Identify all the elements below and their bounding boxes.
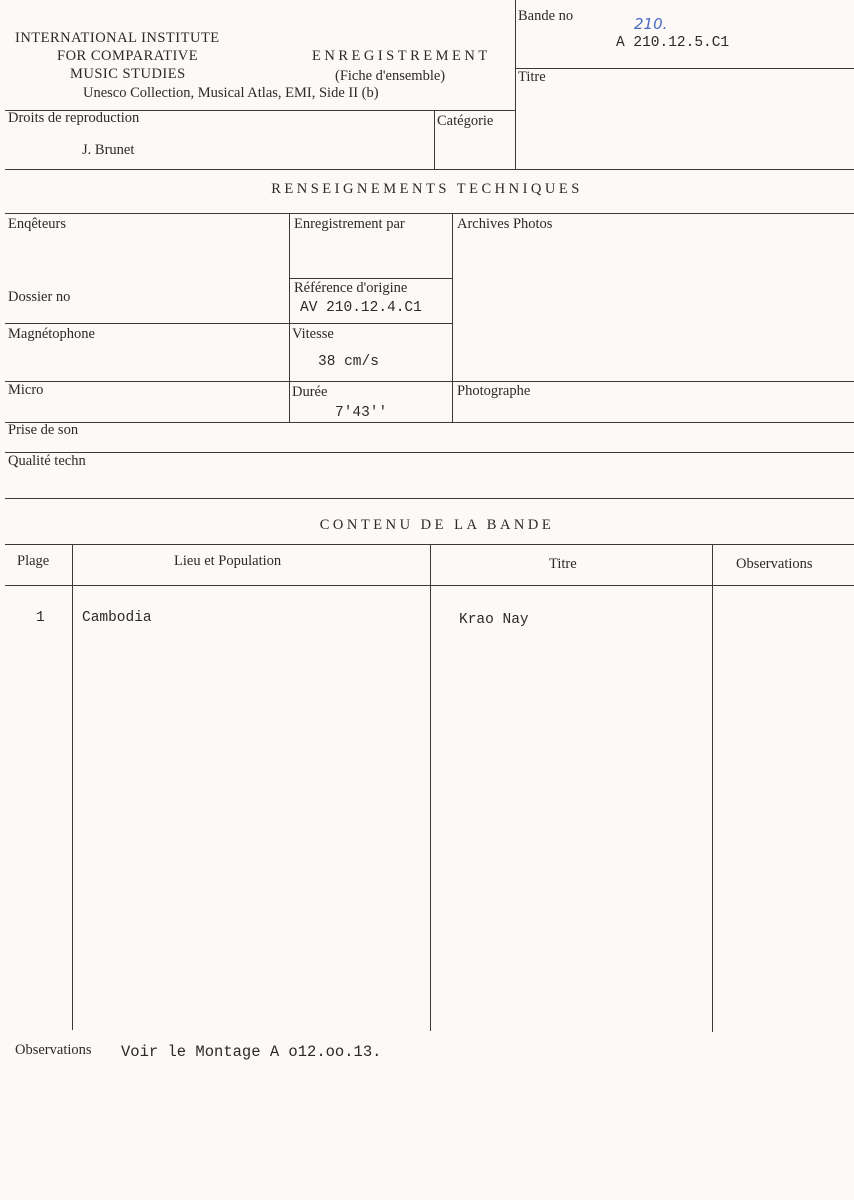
micro-label: Micro: [8, 382, 44, 398]
vitesse-value: 38 cm/s: [318, 354, 379, 370]
column-header-lieu: Lieu et Population: [174, 553, 282, 569]
form-title: ENREGISTREMENT: [312, 48, 491, 64]
row-titre: Krao Nay: [459, 612, 529, 628]
divider: [5, 323, 452, 324]
prise-de-son-label: Prise de son: [8, 422, 79, 438]
divider: [452, 213, 453, 422]
technical-section-title: RENSEIGNEMENTS TECHNIQUES: [271, 181, 583, 197]
archives-photos-label: Archives Photos: [457, 216, 553, 232]
column-header-plage: Plage: [17, 553, 50, 569]
reference-label: Référence d'origine: [294, 280, 408, 296]
divider: [289, 213, 290, 422]
column-header-titre: Titre: [549, 556, 577, 572]
bande-value: A 210.12.5.C1: [616, 35, 730, 51]
divider: [712, 544, 713, 1032]
institute-line-2: FOR COMPARATIVE: [57, 48, 199, 64]
observations-label: Observations: [15, 1042, 92, 1058]
divider: [5, 169, 854, 170]
enqueteurs-label: Enqêteurs: [8, 216, 66, 232]
reference-value: AV 210.12.4.C1: [300, 300, 422, 316]
duree-value: 7'43'': [335, 405, 388, 421]
divider: [72, 544, 73, 1030]
vitesse-label: Vitesse: [292, 326, 334, 342]
titre-label: Titre: [518, 69, 546, 85]
droits-label: Droits de reproduction: [8, 110, 140, 126]
column-header-observations: Observations: [736, 556, 813, 572]
divider: [430, 544, 431, 1031]
row-lieu: Cambodia: [82, 610, 152, 626]
institute-line-1: INTERNATIONAL INSTITUTE: [15, 30, 220, 46]
form-subtitle: (Fiche d'ensemble): [335, 68, 446, 84]
droits-value: J. Brunet: [82, 142, 135, 158]
categorie-label: Catégorie: [437, 113, 494, 129]
divider: [289, 278, 452, 279]
row-plage: 1: [36, 610, 45, 626]
dossier-label: Dossier no: [8, 289, 71, 305]
bande-handwritten: 210.: [634, 15, 668, 33]
duree-label: Durée: [292, 384, 328, 400]
divider: [515, 68, 854, 69]
qualite-techn-label: Qualité techn: [8, 453, 86, 469]
divider: [515, 0, 516, 170]
photographe-label: Photographe: [457, 383, 531, 399]
institute-line-3: MUSIC STUDIES: [70, 66, 186, 82]
divider: [5, 381, 854, 382]
observations-value: Voir le Montage A o12.oo.13.: [121, 1043, 382, 1061]
divider: [5, 422, 854, 423]
contents-section-title: CONTENU DE LA BANDE: [319, 517, 555, 533]
divider: [5, 213, 854, 214]
magnetophone-label: Magnétophone: [8, 326, 95, 342]
divider: [5, 452, 854, 453]
divider: [5, 498, 854, 499]
divider: [434, 110, 435, 170]
collection-text: Unesco Collection, Musical Atlas, EMI, Side II (b): [83, 85, 379, 101]
bande-label: Bande no: [518, 8, 574, 24]
enregistrement-par-label: Enregistrement par: [294, 216, 405, 232]
